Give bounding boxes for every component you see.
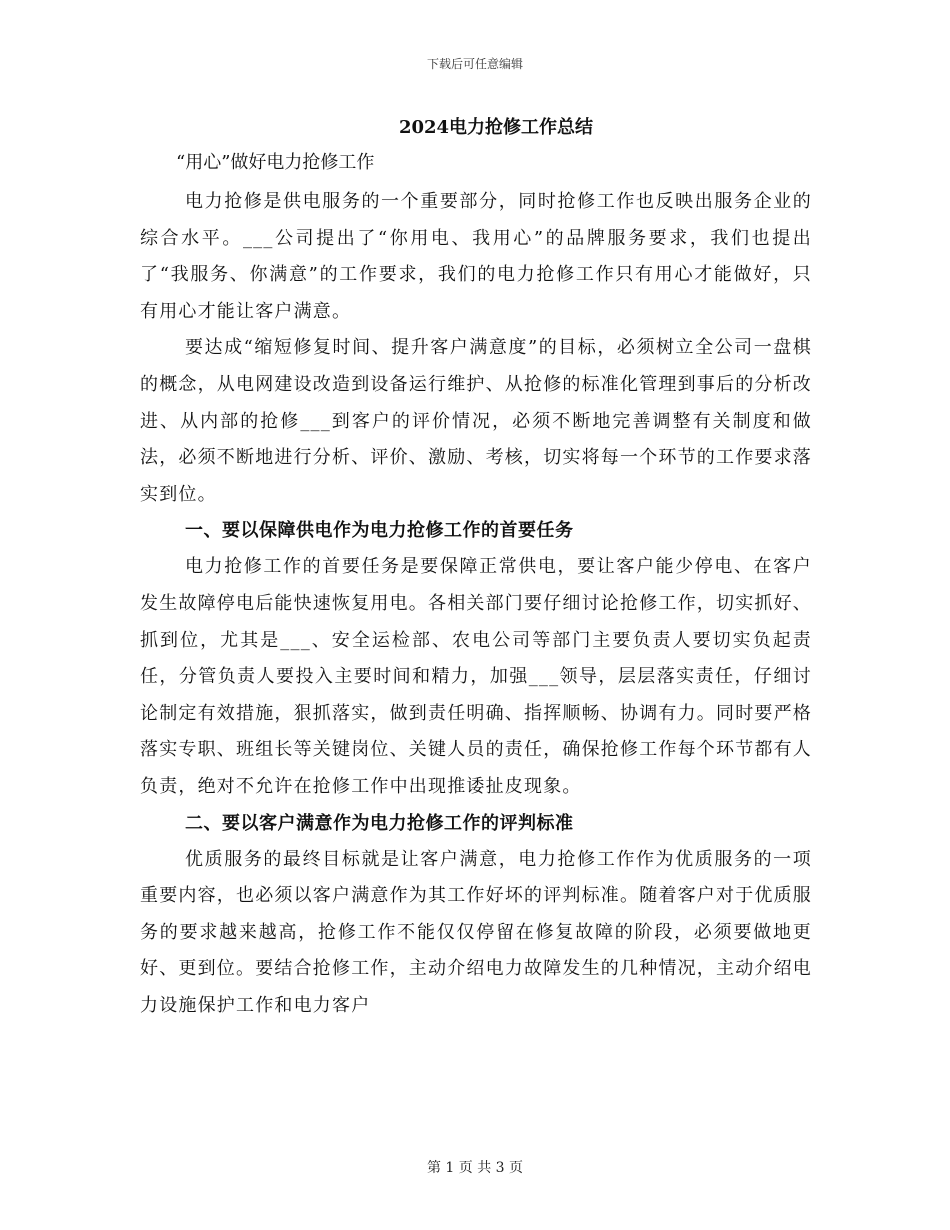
page-number: 第 1 页 共 3 页 <box>426 1160 524 1176</box>
section-body-1: 电力抢修工作的首要任务是要保障正常供电，要让客户能少停电、在客户发生故障停电后能快速恢复用电。各相关部门要仔细讨论抢修工作，切实抓好、抓到位，尤其是___、安全运检部、农电公司等部门主要负责人要切实负起责任，分管负责人要投入主要时间和精力，加强___领导，层层落实责任，仔细讨论制定有效措施，狠抓落实，做到责任明确、指挥顺畅、协调有力。同时要严格落实专职、班组长等关键岗位、关键人员的责任，确保抢修工作每个环节都有人负责，绝对不允许在抢修工作中出现推诿扯皮现象。 <box>140 556 812 797</box>
section-heading-2: 二、要以客户满意作为电力抢修工作的评判标准 <box>185 812 574 834</box>
paragraph-goal: 要达成“缩短修复时间、提升客户满意度”的目标，必须树立全公司一盘棋的概念，从电网建设改造到设备运行维护、从抢修的标准化管理到事后的分析改进、从内部的抢修___到客户的评价情况，必须不断地完善调整有关制度和做法，必须不断地进行分析、评价、激励、考核，切实将每一个环节的工作要求落实到位。 <box>140 337 812 505</box>
paragraph-intro: 电力抢修是供电服务的一个重要部分，同时抢修工作也反映出服务企业的综合水平。___公司提出了“你用电、我用心”的品牌服务要求，我们也提出了“我服务、你满意”的工作要求，我们的电力抢修工作只有用心才能做好，只有用心才能让客户满意。 <box>140 191 812 322</box>
header-note: 下载后可任意编辑 <box>426 57 523 71</box>
document-body <box>140 110 812 1024</box>
document-title: 2024电力抢修工作总结 <box>398 117 594 138</box>
document-subtitle: “用心”做好电力抢修工作 <box>176 152 375 173</box>
section-heading-1: 一、要以保障供电作为电力抢修工作的首要任务 <box>185 520 574 542</box>
section-body-2: 优质服务的最终目标就是让客户满意，电力抢修工作作为优质服务的一项重要内容，也必须以客户满意作为其工作好坏的评判标准。随着客户对于优质服务的要求越来越高，抢修工作不能仅仅停留在修复故障的阶段，必须要做地更好、更到位。要结合抢修工作，主动介绍电力故障发生的几种情况，主动介绍电力设施保护工作和电力客户 <box>140 848 812 1016</box>
